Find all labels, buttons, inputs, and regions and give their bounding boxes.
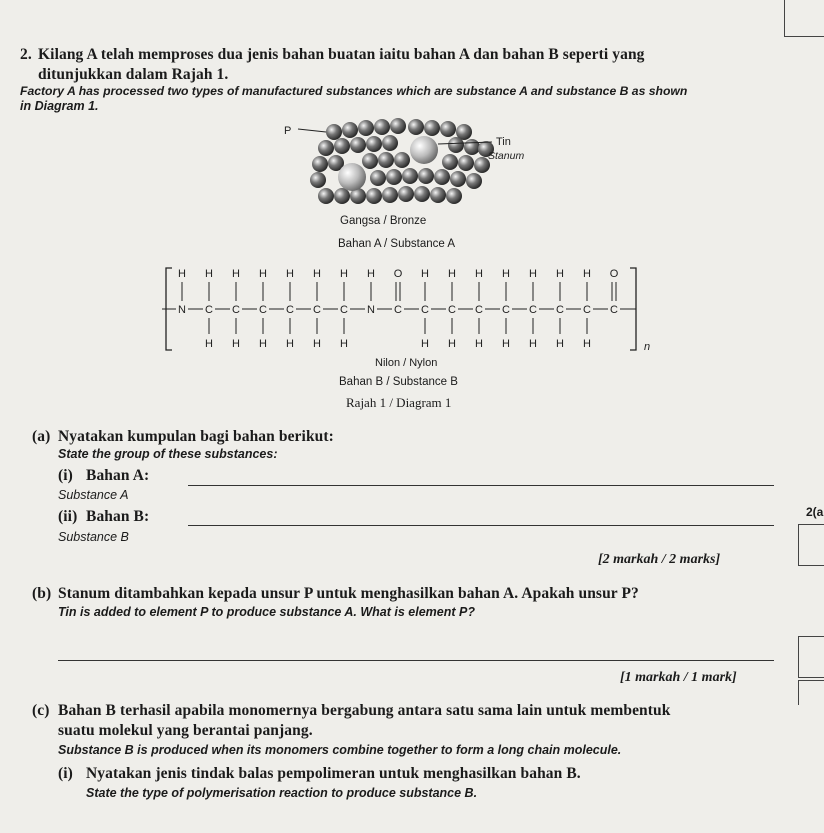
hydrogen-atom: H xyxy=(340,268,348,280)
hydrogen-atom: H xyxy=(205,268,213,280)
carbon-atom: C xyxy=(313,304,321,316)
part-c-i-label: (i) xyxy=(58,765,73,782)
substance-b-caption: Bahan B / Substance B xyxy=(339,376,458,388)
hydrogen-atom: H xyxy=(556,268,564,280)
carbon-atom: C xyxy=(583,304,591,316)
intro-ms-line2: ditunjukkan dalam Rajah 1. xyxy=(38,66,229,83)
carbon-atom: C xyxy=(286,304,294,316)
hydrogen-atom: H xyxy=(448,268,456,280)
carbon-atom: C xyxy=(205,304,213,316)
carbon-atom: C xyxy=(421,304,429,316)
hydrogen-atom: H xyxy=(259,338,267,350)
part-a-i-label: (i) xyxy=(58,467,73,484)
part-b-label: (b) xyxy=(32,585,52,602)
label-stanum: Stanum xyxy=(488,150,525,162)
part-a-en: State the group of these substances: xyxy=(58,447,278,461)
part-b-marks-text: [1 markah / 1 mark] xyxy=(620,670,737,685)
hydrogen-atom: H xyxy=(340,338,348,350)
part-b-marks xyxy=(620,670,737,686)
bronze-lattice-diagram xyxy=(270,112,570,222)
hydrogen-atom: H xyxy=(502,268,510,280)
margin-code: 2(a xyxy=(806,505,824,519)
hydrogen-atom: H xyxy=(448,338,456,350)
margin-box-a xyxy=(798,524,824,566)
hydrogen-atom: H xyxy=(313,338,321,350)
copper-atoms xyxy=(310,118,494,204)
carbon-atom: C xyxy=(556,304,564,316)
part-b-ms: Stanum ditambahkan kepada unsur P untuk menghasilkan bahan A. Apakah unsur P? xyxy=(58,585,639,602)
question-number: 2. xyxy=(20,46,32,63)
carbon-atom: C xyxy=(232,304,240,316)
carbon-atom: C xyxy=(259,304,267,316)
intro-en-line2: in Diagram 1. xyxy=(20,99,99,113)
oxygen-atom: O xyxy=(609,268,619,280)
part-a-i-en: Substance A xyxy=(58,488,129,502)
hydrogen-atom: H xyxy=(475,338,483,350)
hydrogen-atom: H xyxy=(367,268,375,280)
part-a-ii-label: (ii) xyxy=(58,508,78,525)
hydrogen-atom: H xyxy=(313,268,321,280)
hydrogen-atom: H xyxy=(286,268,294,280)
part-c-label: (c) xyxy=(32,702,50,719)
nitrogen-atom: N xyxy=(178,304,186,316)
carbon-atom: C xyxy=(529,304,537,316)
part-c-ms-line2: suatu molekul yang berantai panjang. xyxy=(58,722,313,739)
hydrogen-atom: H xyxy=(286,338,294,350)
substance-a-caption: Bahan A / Substance A xyxy=(338,238,456,250)
oxygen-atom: O xyxy=(393,268,403,280)
part-a-ms: Nyatakan kumpulan bagi bahan berikut: xyxy=(58,428,334,445)
margin-box-b2 xyxy=(798,680,824,705)
hydrogen-atom: H xyxy=(502,338,510,350)
part-a-ii-en: Substance B xyxy=(58,530,129,544)
carbon-atom: C xyxy=(340,304,348,316)
answer-line-a-ii[interactable] xyxy=(188,525,774,526)
nitrogen-atom: N xyxy=(367,304,375,316)
part-a-marks-text: [2 markah / 2 marks] xyxy=(598,552,721,567)
hydrogen-atom: H xyxy=(529,268,537,280)
answer-line-b[interactable] xyxy=(58,660,774,661)
hydrogen-atom: H xyxy=(232,338,240,350)
label-tin: Tin xyxy=(496,136,511,148)
intro-en-line1: Factory A has processed two types of manufactured substances which are substance A and substance B as shown xyxy=(20,84,688,98)
hydrogen-atom: H xyxy=(259,268,267,280)
hydrogen-atom: H xyxy=(232,268,240,280)
hydrogen-atom: H xyxy=(475,268,483,280)
part-a-i-ms: Bahan A: xyxy=(86,467,150,484)
hydrogen-atom: H xyxy=(205,338,213,350)
margin-box-b xyxy=(798,636,824,678)
carbon-atom: C xyxy=(502,304,510,316)
carbon-atom: C xyxy=(610,304,618,316)
hydrogen-atom: H xyxy=(583,268,591,280)
nylon-caption: Nilon / Nylon xyxy=(375,357,438,369)
part-b-en: Tin is added to element P to produce substance A. What is element P? xyxy=(58,605,475,619)
diagram-caption-text: Rajah 1 / Diagram 1 xyxy=(346,395,452,410)
diagram-caption xyxy=(346,395,451,411)
bronze-caption: Gangsa / Bronze xyxy=(340,215,427,227)
part-c-ms-line1: Bahan B terhasil apabila monomernya bergabung antara satu sama lain untuk membentuk xyxy=(58,702,671,719)
part-c-i-ms: Nyatakan jenis tindak balas pempolimeran untuk menghasilkan bahan B. xyxy=(86,765,581,782)
part-a-marks xyxy=(598,552,720,568)
part-a-label: (a) xyxy=(32,428,51,445)
carbon-atom: C xyxy=(475,304,483,316)
part-c-en: Substance B is produced when its monomers combine together to form a long chain molecule. xyxy=(58,743,622,757)
hydrogen-atom: H xyxy=(556,338,564,350)
label-p: P xyxy=(284,125,292,137)
margin-box-top xyxy=(784,0,824,37)
part-a-ii-ms: Bahan B: xyxy=(86,508,150,525)
answer-line-a-i[interactable] xyxy=(188,485,774,486)
subscript-n: n xyxy=(644,341,651,353)
nylon-structure xyxy=(160,262,660,358)
hydrogen-atom: H xyxy=(178,268,186,280)
hydrogen-atom: H xyxy=(529,338,537,350)
hydrogen-atom: H xyxy=(421,338,429,350)
part-c-i-en: State the type of polymerisation reaction to produce substance B. xyxy=(86,786,478,800)
hydrogen-atom: H xyxy=(583,338,591,350)
carbon-atom: C xyxy=(448,304,456,316)
hydrogen-atom: H xyxy=(421,268,429,280)
carbon-atom: C xyxy=(394,304,402,316)
intro-ms-line1: Kilang A telah memproses dua jenis bahan buatan iaitu bahan A dan bahan B seperti yang xyxy=(38,46,645,63)
